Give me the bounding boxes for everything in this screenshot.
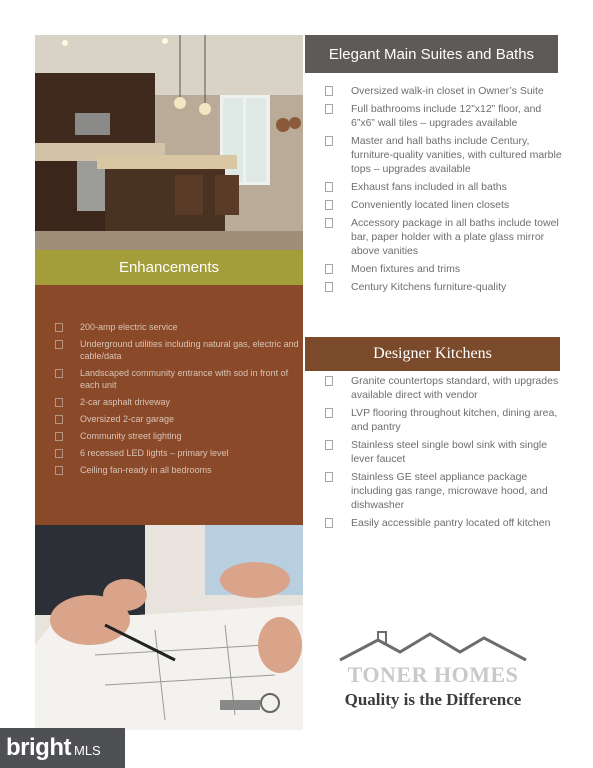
checkbox-icon (325, 264, 333, 274)
enhancements-panel (35, 285, 303, 525)
suites-item: Moen fixtures and trims (322, 262, 568, 276)
checkbox-icon (55, 398, 63, 407)
suites-item: Oversized walk-in closet in Owner’s Suite (322, 84, 568, 98)
suites-item: Full bathrooms include 12”x12” floor, and 6”x6” wall tiles – upgrades available (322, 102, 568, 130)
kitchens-list (322, 374, 568, 534)
checkbox-icon (325, 218, 333, 228)
checkbox-icon (325, 518, 333, 528)
enhancements-item: Community street lighting (55, 430, 301, 442)
checkbox-icon (55, 369, 63, 378)
checkbox-icon (55, 466, 63, 475)
checkbox-icon (55, 340, 63, 349)
suites-item: Century Kitchens furniture-quality (322, 280, 568, 294)
checkbox-icon (325, 376, 333, 386)
suites-title: Elegant Main Suites and Baths (328, 45, 535, 63)
checkbox-icon (325, 408, 333, 418)
enhancements-item: 6 recessed LED lights – primary level (55, 447, 301, 459)
checkbox-icon (55, 323, 63, 332)
blueprint-photo-drawing (35, 525, 303, 730)
kitchens-item: Stainless steel single bowl sink with single lever faucet (322, 438, 568, 466)
enhancements-header (35, 250, 303, 285)
blueprint-photo (35, 525, 303, 730)
checkbox-icon (325, 200, 333, 210)
kitchens-header (305, 337, 560, 371)
enhancements-item: Oversized 2-car garage (55, 413, 301, 425)
enhancements-item: Underground utilities including natural gas, electric and cable/data (55, 338, 301, 362)
enhancements-item: 2-car asphalt driveway (55, 396, 301, 408)
checkbox-icon (325, 472, 333, 482)
enhancements-item: Landscaped community entrance with sod in front of each unit (55, 367, 301, 391)
kitchens-item: Granite countertops standard, with upgrades available direct with vendor (322, 374, 568, 402)
kitchens-item: Easily accessible pantry located off kitchen (322, 516, 568, 530)
enhancements-title: Enhancements (118, 259, 220, 276)
mls-word: MLS (73, 743, 101, 758)
checkbox-icon (325, 282, 333, 292)
bright-mls-watermark (0, 728, 125, 768)
suites-item: Master and hall baths include Century, furniture-quality vanities, with cultured marble tops – upgrades available (322, 134, 568, 176)
checkbox-icon (325, 86, 333, 96)
checkbox-icon (55, 415, 63, 424)
checkbox-icon (55, 449, 63, 458)
checkbox-icon (55, 432, 63, 441)
suites-header (305, 35, 558, 73)
kitchen-photo (35, 35, 303, 250)
checkbox-icon (325, 104, 333, 114)
suites-list (322, 84, 568, 298)
kitchens-item: LVP flooring throughout kitchen, dining area, and pantry (322, 406, 568, 434)
logo-tagline: Quality is the Difference (344, 690, 522, 709)
suites-item: Accessory package in all baths include towel bar, paper holder with a plate glass mirror above vanities (322, 216, 568, 258)
kitchen-photo-drawing (35, 35, 303, 250)
enhancements-list (55, 321, 301, 481)
kitchens-item: Stainless GE steel appliance package including gas range, microwave hood, and dishwasher (322, 470, 568, 512)
enhancements-item: 200-amp electric service (55, 321, 301, 333)
suites-item: Conveniently located linen closets (322, 198, 568, 212)
checkbox-icon (325, 136, 333, 146)
kitchens-title: Designer Kitchens (373, 345, 492, 362)
enhancements-item: Ceiling fan-ready in all bedrooms (55, 464, 301, 476)
checkbox-icon (325, 440, 333, 450)
checkbox-icon (325, 182, 333, 192)
toner-homes-logo (313, 628, 553, 718)
bright-word: bright (6, 734, 71, 761)
logo-name: TONER HOMES (347, 662, 519, 687)
suites-item: Exhaust fans included in all baths (322, 180, 568, 194)
